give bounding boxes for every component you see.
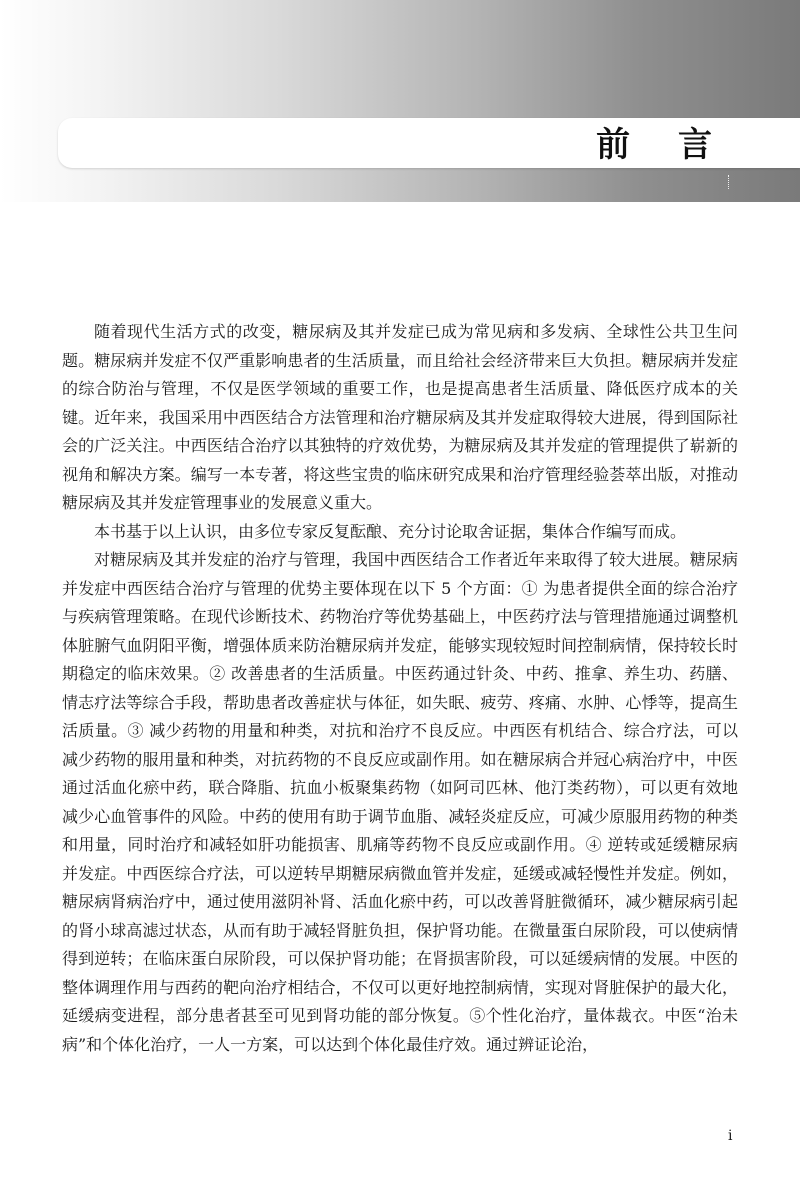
page-title: 前 言 <box>596 125 730 165</box>
body-text <box>62 318 738 1059</box>
page-number: i <box>728 1128 733 1144</box>
edge-mark <box>728 175 730 189</box>
paragraph-intro: 随着现代生活方式的改变，糖尿病及其并发症已成为常见病和多发病、全球性公共卫生问题。糖尿病并发症不仅严重影响患者的生活质量，而且给社会经济带来巨大负担。糖尿病并发症的综合防治与管理，不仅是医学领域的重要工作，也是提高患者生活质量、降低医疗成本的关键。近年来，我国采用中西医结合方法管理和治疗糖尿病及其并发症取得较大进展，得到国际社会的广泛关注。中西医结合治疗以其独特的疗效优势，为糖尿病及其并发症的管理提供了崭新的视角和解决方案。编写一本专著，将这些宝贵的临床研究成果和治疗管理经验荟萃出版，对推动糖尿病及其并发症管理事业的发展意义重大。 <box>62 322 738 512</box>
paragraph-advantages: 对糖尿病及其并发症的治疗与管理，我国中西医结合工作者近年来取得了较大进展。糖尿病并发症中西医结合治疗与管理的优势主要体现在以下 5 个方面：① 为患者提供全面的综合治疗与疾病管理策略。在现代诊断技术、药物治疗等优势基础上，中医药疗法与管理措施通过调整机体脏腑气血阴阳平衡，增强体质来防治糖尿病并发症，能够实现较短时间控制病情，保持较长时期稳定的临床效果。② 改善患者的生活质量。中医药通过针灸、中药、推拿、养生功、药膳、情志疗法等综合手段，帮助患者改善症状与体征，如失眠、疲劳、疼痛、水肿、心悸等，提高生活质量。③ 减少药物的用量和种类，对抗和治疗不良反应。中西医有机结合、综合疗法，可以减少药物的服用量和种类，对抗药物的不良反应或副作用。如在糖尿病合并冠心病治疗中，中医通过活血化瘀中药，联合降脂、抗血小板聚集药物（如阿司匹林、他汀类药物），可以更有效地减少心血管事件的风险。中药的使用有助于调节血脂、减轻炎症反应，可减少原服用药物的种类和用量，同时治疗和减轻如肝功能损害、肌痛等药物不良反应或副作用。④ 逆转或延缓糖尿病并发症。中西医综合疗法，可以逆转早期糖尿病微血管并发症，延缓或减轻慢性并发症。例如，糖尿病肾病治疗中，通过使用滋阴补肾、活血化瘀中药，可以改善肾脏微循环，减少糖尿病引起的肾小球高滤过状态，从而有助于减轻肾脏负担，保护肾功能。在微量蛋白尿阶段，可以使病情得到逆转；在临床蛋白尿阶段，可以保护肾功能；在肾损害阶段，可以延缓病情的发展。中医的整体调理作用与西药的靶向治疗相结合，不仅可以更好地控制病情，实现对肾脏保护的最大化，延缓病变进程，部分患者甚至可见到肾功能的部分恢复。⑤个性化治疗，量体裁衣。中医“治未病”和个体化治疗，一人一方案，可以达到个体化最佳疗效。通过辨证论治， <box>62 550 738 1054</box>
header-band <box>0 0 800 202</box>
paragraph-basis: 本书基于以上认识，由多位专家反复酝酿、充分讨论取舍证据，集体合作编写而成。 <box>94 521 687 541</box>
